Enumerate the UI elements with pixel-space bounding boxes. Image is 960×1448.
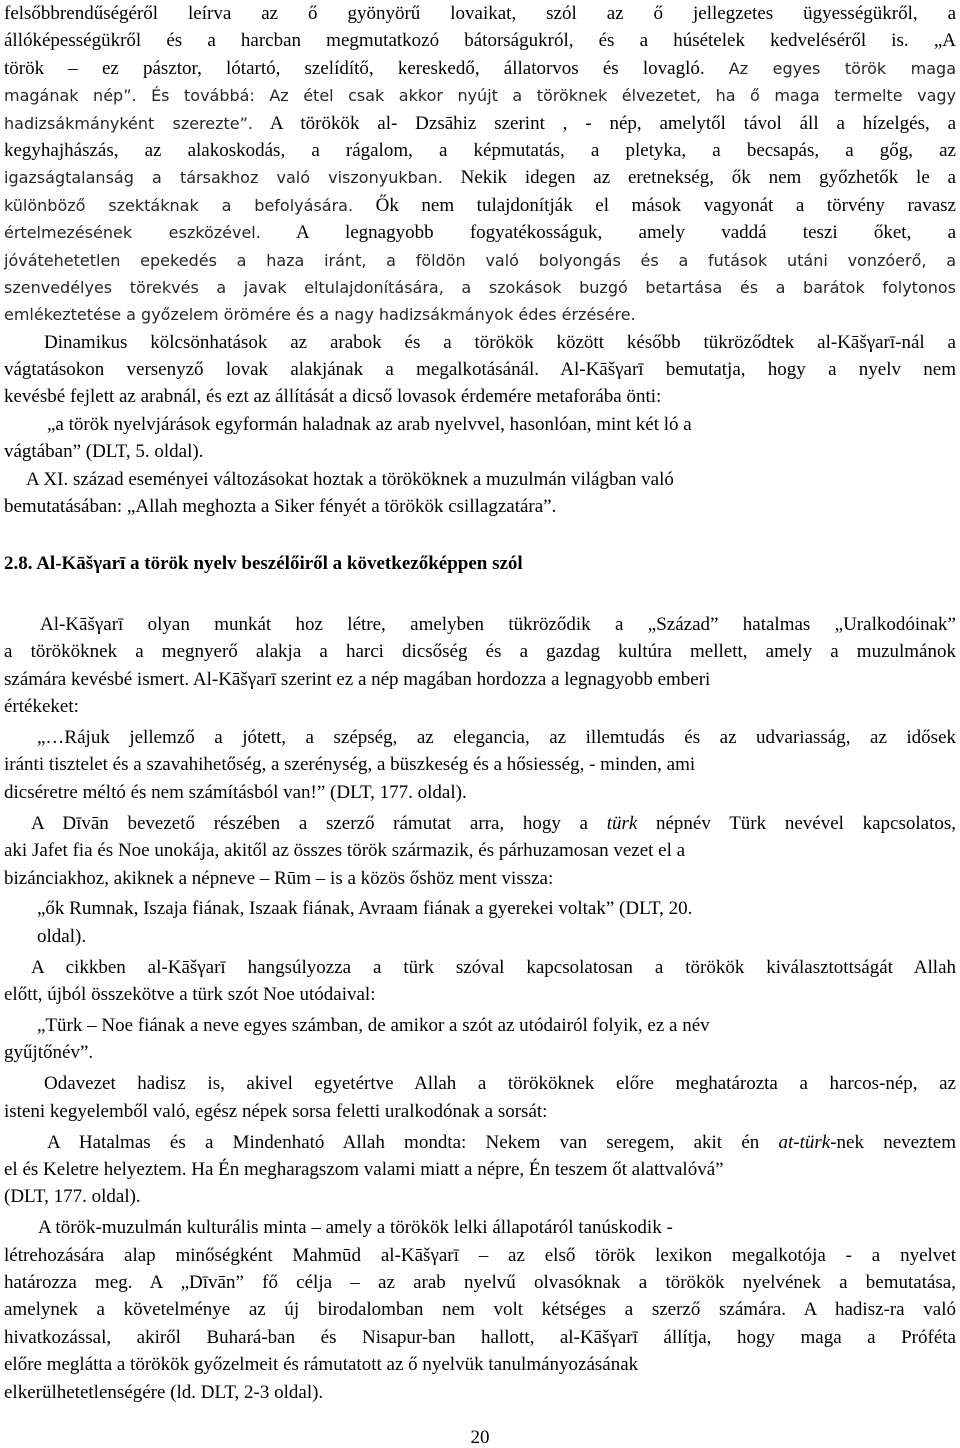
paragraph <box>4 611 956 721</box>
text-line: bizánciakhoz, akiknek a népneve – Rūm – is a közös őshöz ment vissza: <box>4 867 554 889</box>
paragraph <box>4 954 956 1009</box>
text-line: előtt, újból összekötve a türk szót Noe utódaival: <box>4 984 376 1006</box>
paragraph <box>4 0 956 329</box>
text-line: amelynek a követelménye az új birodalomban nem volt kétséges a szerző számára. A hadisz-ra való <box>4 1299 956 1321</box>
text-line: határozza meg. A „Dīvān” fő célja – az arab nyelvű olvasóknak a törökök nyelvének a bemutatása, <box>4 1271 956 1293</box>
paragraph <box>4 1214 956 1406</box>
text-line: oldal). <box>37 925 87 947</box>
text-line: Al-Kāšγarī olyan munkát hoz létre, amelyben tükröződik a „Század” hatalmas „Uralkodóinak” <box>40 614 956 635</box>
text-line: gyűjtőnév”. <box>4 1042 94 1064</box>
text-line <box>4 810 956 837</box>
quotation <box>4 411 956 466</box>
text-line: jóvátehetetlen epekedés a haza iránt, a földön való bolyongás és a futások utáni vonzóerő, a <box>4 250 956 270</box>
text-line: Dinamikus kölcsönhatások az arabok és a törökök között később tükröződtek al-Kāšγarī-nál a <box>44 331 956 353</box>
text-segment: A Dīvān bevezető részében a szerző rámutat arra, hogy a <box>31 812 607 834</box>
quotation <box>4 1012 956 1067</box>
text-line: el és Keletre helyeztem. Ha Én megharagszom valami miatt a népre, Én teszem őt alattvalóvá” <box>4 1158 724 1180</box>
text-segment: A legnagyobb fogyatékosságuk, amely vaddá teszi őket, a <box>260 222 957 244</box>
text-line: értékeket: <box>4 696 79 718</box>
text-segment: Ők nem tulajdonítják el mások vagyonát a törvény ravasz <box>353 194 956 216</box>
text-segment: Nekik idegen az eretnekség, ők nem győzhetők le a <box>442 167 956 189</box>
text-line: bemutatásában: „Allah meghozta a Siker fényét a törökök csillagzatára”. <box>4 496 557 518</box>
text-line: dicséretre méltó és nem számításból van!” (DLT, 177. oldal). <box>4 781 467 803</box>
text-line <box>4 219 956 246</box>
text-line: „a török nyelvjárások egyformán haladnak az arab nyelvvel, hasonlóan, mint két ló a <box>47 413 692 435</box>
text-line: A török-muzulmán kulturális minta – amely a törökök lelki állapotáról tanúskodik - <box>38 1217 673 1239</box>
text-line: vágtatásokon versenyző lovak alakjának a megalkotásánál. Al-Kāšγarī bemutatja, hogy a nyelv nem <box>4 359 956 381</box>
text-line: felsőbbrendűségéről leírva az ő gyönyörű lovaikat, szól az ő jellegzetes ügyességükről, a <box>4 3 956 24</box>
page-number: 20 <box>470 1427 490 1448</box>
text-line: hivatkozással, akiről Buhará-ban és Nisapur-ban hallott, al-Kāšγarī állítja, hogy maga a Próféta <box>4 1326 956 1348</box>
text-line <box>4 192 956 219</box>
quotation <box>4 895 956 950</box>
text-line: vágtában” (DLT, 5. oldal). <box>4 441 204 463</box>
text-line: „…Rájuk jellemző a jótett, a szépség, az elegancia, az illemtudás és az udvariasság, az idősek <box>37 727 956 749</box>
section-heading: 2.8. Al-Kāšγarī a török nyelv beszélőiről a következőképpen szól <box>4 553 523 575</box>
text-line: előre meglátta a törökök győzelmeit és rámutatott az ő nyelvük tanulmányozásának <box>4 1354 639 1376</box>
text-segment: at-türk <box>778 1131 831 1153</box>
text-segment: hadizsákmányként szerezte”. <box>4 113 254 133</box>
text-line <box>4 110 956 137</box>
quotation <box>4 724 956 806</box>
text-line: kevésbé fejlett az arabnál, és ezt az állítását a dicső lovasok érdemére metaforába önti: <box>4 386 662 408</box>
text-line: (DLT, 177. oldal). <box>4 1186 141 1208</box>
text-line: kegyhajhászás, az alakoskodás, a rágalom, a képmutatás, a pletyka, a becsapás, a gőg, az <box>4 139 956 161</box>
text-segment: különböző szektáknak a befolyására. <box>4 195 354 215</box>
text-line: „ők Rumnak, Iszaja fiának, Iszaak fiának, Avraam fiának a gyerekei voltak” (DLT, 20. <box>37 898 693 920</box>
text-line: „Türk – Noe fiának a neve egyes számban, de amikor a szót az utódairól folyik, ez a név <box>37 1014 710 1036</box>
text-segment: A Hatalmas és a Mindenható Allah mondta: Nekem van seregem, akit én <box>47 1131 779 1153</box>
paragraph <box>4 810 956 892</box>
text-line: a törököknek a megnyerő alakja a harci dicsőség és a gazdag kultúra mellett, amely a muzulmánok <box>4 641 956 663</box>
text-segment: igazságtalanság a társakhoz való viszonyukban. <box>4 168 443 188</box>
text-line <box>4 164 956 191</box>
quotation <box>4 1129 956 1211</box>
page-body <box>4 0 956 1406</box>
text-line: isteni kegyelemből való, egész népek sorsa feletti uralkodónak a sorsát: <box>4 1100 548 1122</box>
text-line: magának nép”. És továbbá: Az étel csak akkor nyújt a töröknek élvezetet, ha ő maga termelte vagy <box>4 86 956 106</box>
text-segment: -nek neveztem <box>830 1131 956 1153</box>
text-line: Odavezet hadisz is, akivel egyetértve Allah a törököknek előre meghatározta a harcos-nép, az <box>44 1073 956 1095</box>
text-line: A XI. század eseményei változásokat hoztak a törököknek a muzulmán világban való <box>26 468 674 490</box>
text-line: elkerülhetetlenségére (ld. DLT, 2-3 oldal). <box>4 1381 324 1403</box>
text-line: állóképességükről és a harcban megmutatkozó bátorságukról, és a húsételek kedveléséről is. „A <box>4 30 956 52</box>
text-line: szenvedélyes törekvés a javak eltulajdonítására, a szokások buzgó betartása és a barátok folytonos <box>4 277 956 297</box>
text-line: iránti tisztelet és a szavahihetőség, a szerénység, a büszkeség és a hősiesség, - minden, ami <box>4 754 696 776</box>
paragraph <box>4 466 956 521</box>
text-line: létrehozására alap minőségként Mahmūd al-Kāšγarī – az első török lexikon megalkotója - a nyelvet <box>4 1244 956 1266</box>
paragraph <box>4 329 956 411</box>
text-segment: Az egyes török maga <box>728 58 956 78</box>
text-line: aki Jafet fia és Noe unokája, akitől az összes török származik, és párhuzamosan vezet el a <box>4 840 686 862</box>
text-line <box>4 55 956 82</box>
text-line: A cikkben al-Kāšγarī hangsúlyozza a türk szóval kapcsolatosan a törökök kiválasztottságát Allah <box>31 956 956 978</box>
text-segment: török – ez pásztor, lótartó, szelídítő, kereskedő, állatorvos és lovagló. <box>4 57 729 79</box>
text-segment: türk <box>606 812 638 834</box>
text-line: számára kevésbé ismert. Al-Kāšγarī szerint ez a nép magában hordozza a legnagyobb emberi <box>4 668 711 690</box>
paragraph <box>4 1070 956 1125</box>
text-segment: népnév Türk nevével kapcsolatos, <box>637 812 956 834</box>
text-segment: A törökök al- Dzsāhiz szerint , - nép, amelytől távol áll a hízelgés, a <box>253 112 956 134</box>
text-line <box>4 1129 956 1156</box>
text-segment: értelmezésének eszközével. <box>4 223 261 243</box>
text-line: emlékeztetése a győzelem örömére és a nagy hadizsákmányok édes érzésére. <box>4 305 636 325</box>
